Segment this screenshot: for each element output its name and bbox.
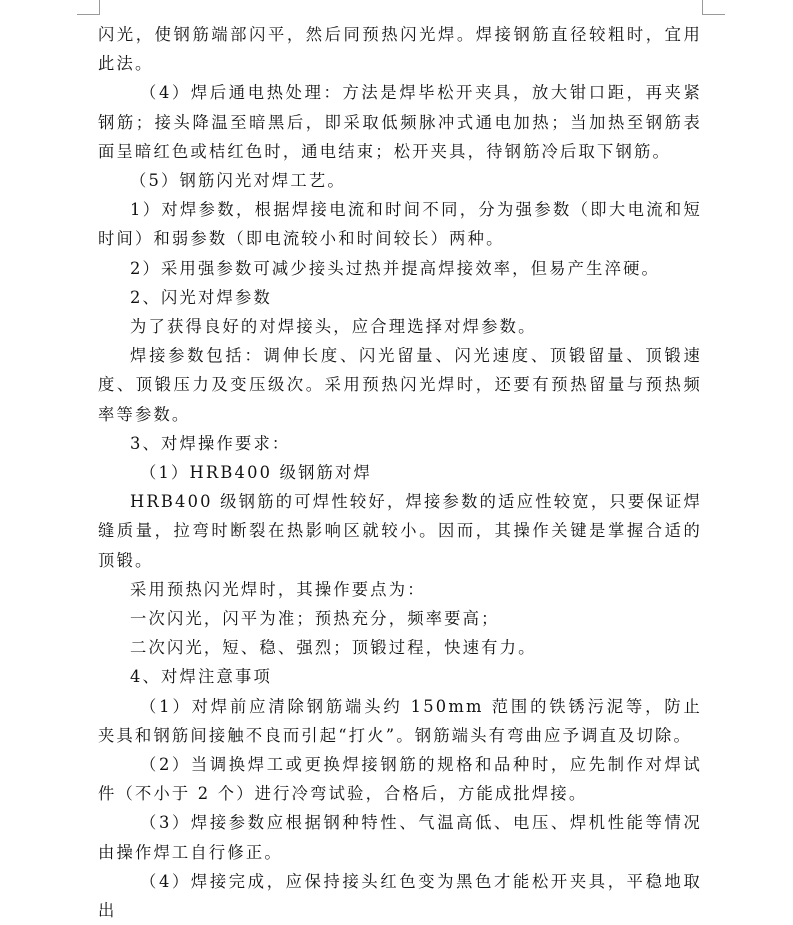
section-heading: 3、对焊操作要求：	[130, 433, 291, 453]
list-heading: （1）HRB400 级钢筋对焊	[140, 463, 373, 483]
paragraph: 二次闪光，短、稳、强烈；顶锻过程，快速有力。	[130, 638, 537, 658]
paragraph: （2）当调换焊工或更换焊接钢筋的规格和品种时，应先制作对焊试件（不小于 2 个）进行冷弯试验，合格后，方能成批焊接。	[98, 755, 702, 804]
left-margin-corner-mark	[77, 0, 100, 15]
paragraph: 一次闪光，闪平为准；预热充分，频率要高；	[130, 609, 500, 629]
paragraph: 采用预热闪光焊时，其操作要点为：	[130, 579, 426, 599]
paragraph: 1）对焊参数，根据焊接电流和时间不同，分为强参数（即大电流和短时间）和弱参数（即电流较小和时间较长）两种。	[98, 200, 702, 249]
document-body	[98, 20, 702, 925]
right-margin-corner-mark	[702, 0, 725, 15]
section-heading: 2、闪光对焊参数	[130, 287, 272, 307]
section-heading: 4、对焊注意事项	[130, 667, 272, 687]
paragraph: （1）对焊前应清除钢筋端头约 150mm 范围的铁锈污泥等，防止夹具和钢筋间接触不良而引起“打火”。钢筋端头有弯曲应予调直及切除。	[98, 696, 702, 745]
paragraph: （4）焊接完成，应保持接头红色变为黑色才能松开夹具，平稳地取出	[98, 871, 702, 921]
paragraph: （4）焊后通电热处理：方法是焊毕松开夹具，放大钳口距，再夹紧钢筋；接头降温至暗黑后，即采取低频脉冲式通电加热；当加热至钢筋表面呈暗红色或桔红色时，通电结束；松开夹具，待钢筋冷后取下钢筋。	[98, 83, 702, 161]
paragraph: 为了获得良好的对焊接头，应合理选择对焊参数。	[130, 317, 537, 337]
paragraph: 焊接参数包括：调伸长度、闪光留量、闪光速度、顶锻留量、顶锻速度、顶锻压力及变压级次。采用预热闪光焊时，还要有预热留量与预热频率等参数。	[98, 346, 702, 424]
paragraph: 闪光，使钢筋端部闪平，然后同预热闪光焊。焊接钢筋直径较粗时，宜用此法。	[98, 25, 702, 74]
paragraph: HRB400 级钢筋的可焊性较好，焊接参数的适应性较宽，只要保证焊缝质量，拉弯时断裂在热影响区就较小。因而，其操作关键是掌握合适的顶锻。	[98, 492, 702, 570]
paragraph: （3）焊接参数应根据钢种特性、气温高低、电压、焊机性能等情况由操作焊工自行修正。	[98, 813, 702, 862]
paragraph: 2）采用强参数可减少接头过热并提高焊接效率，但易产生淬硬。	[130, 258, 661, 278]
list-heading: （5）钢筋闪光对焊工艺。	[130, 171, 346, 191]
